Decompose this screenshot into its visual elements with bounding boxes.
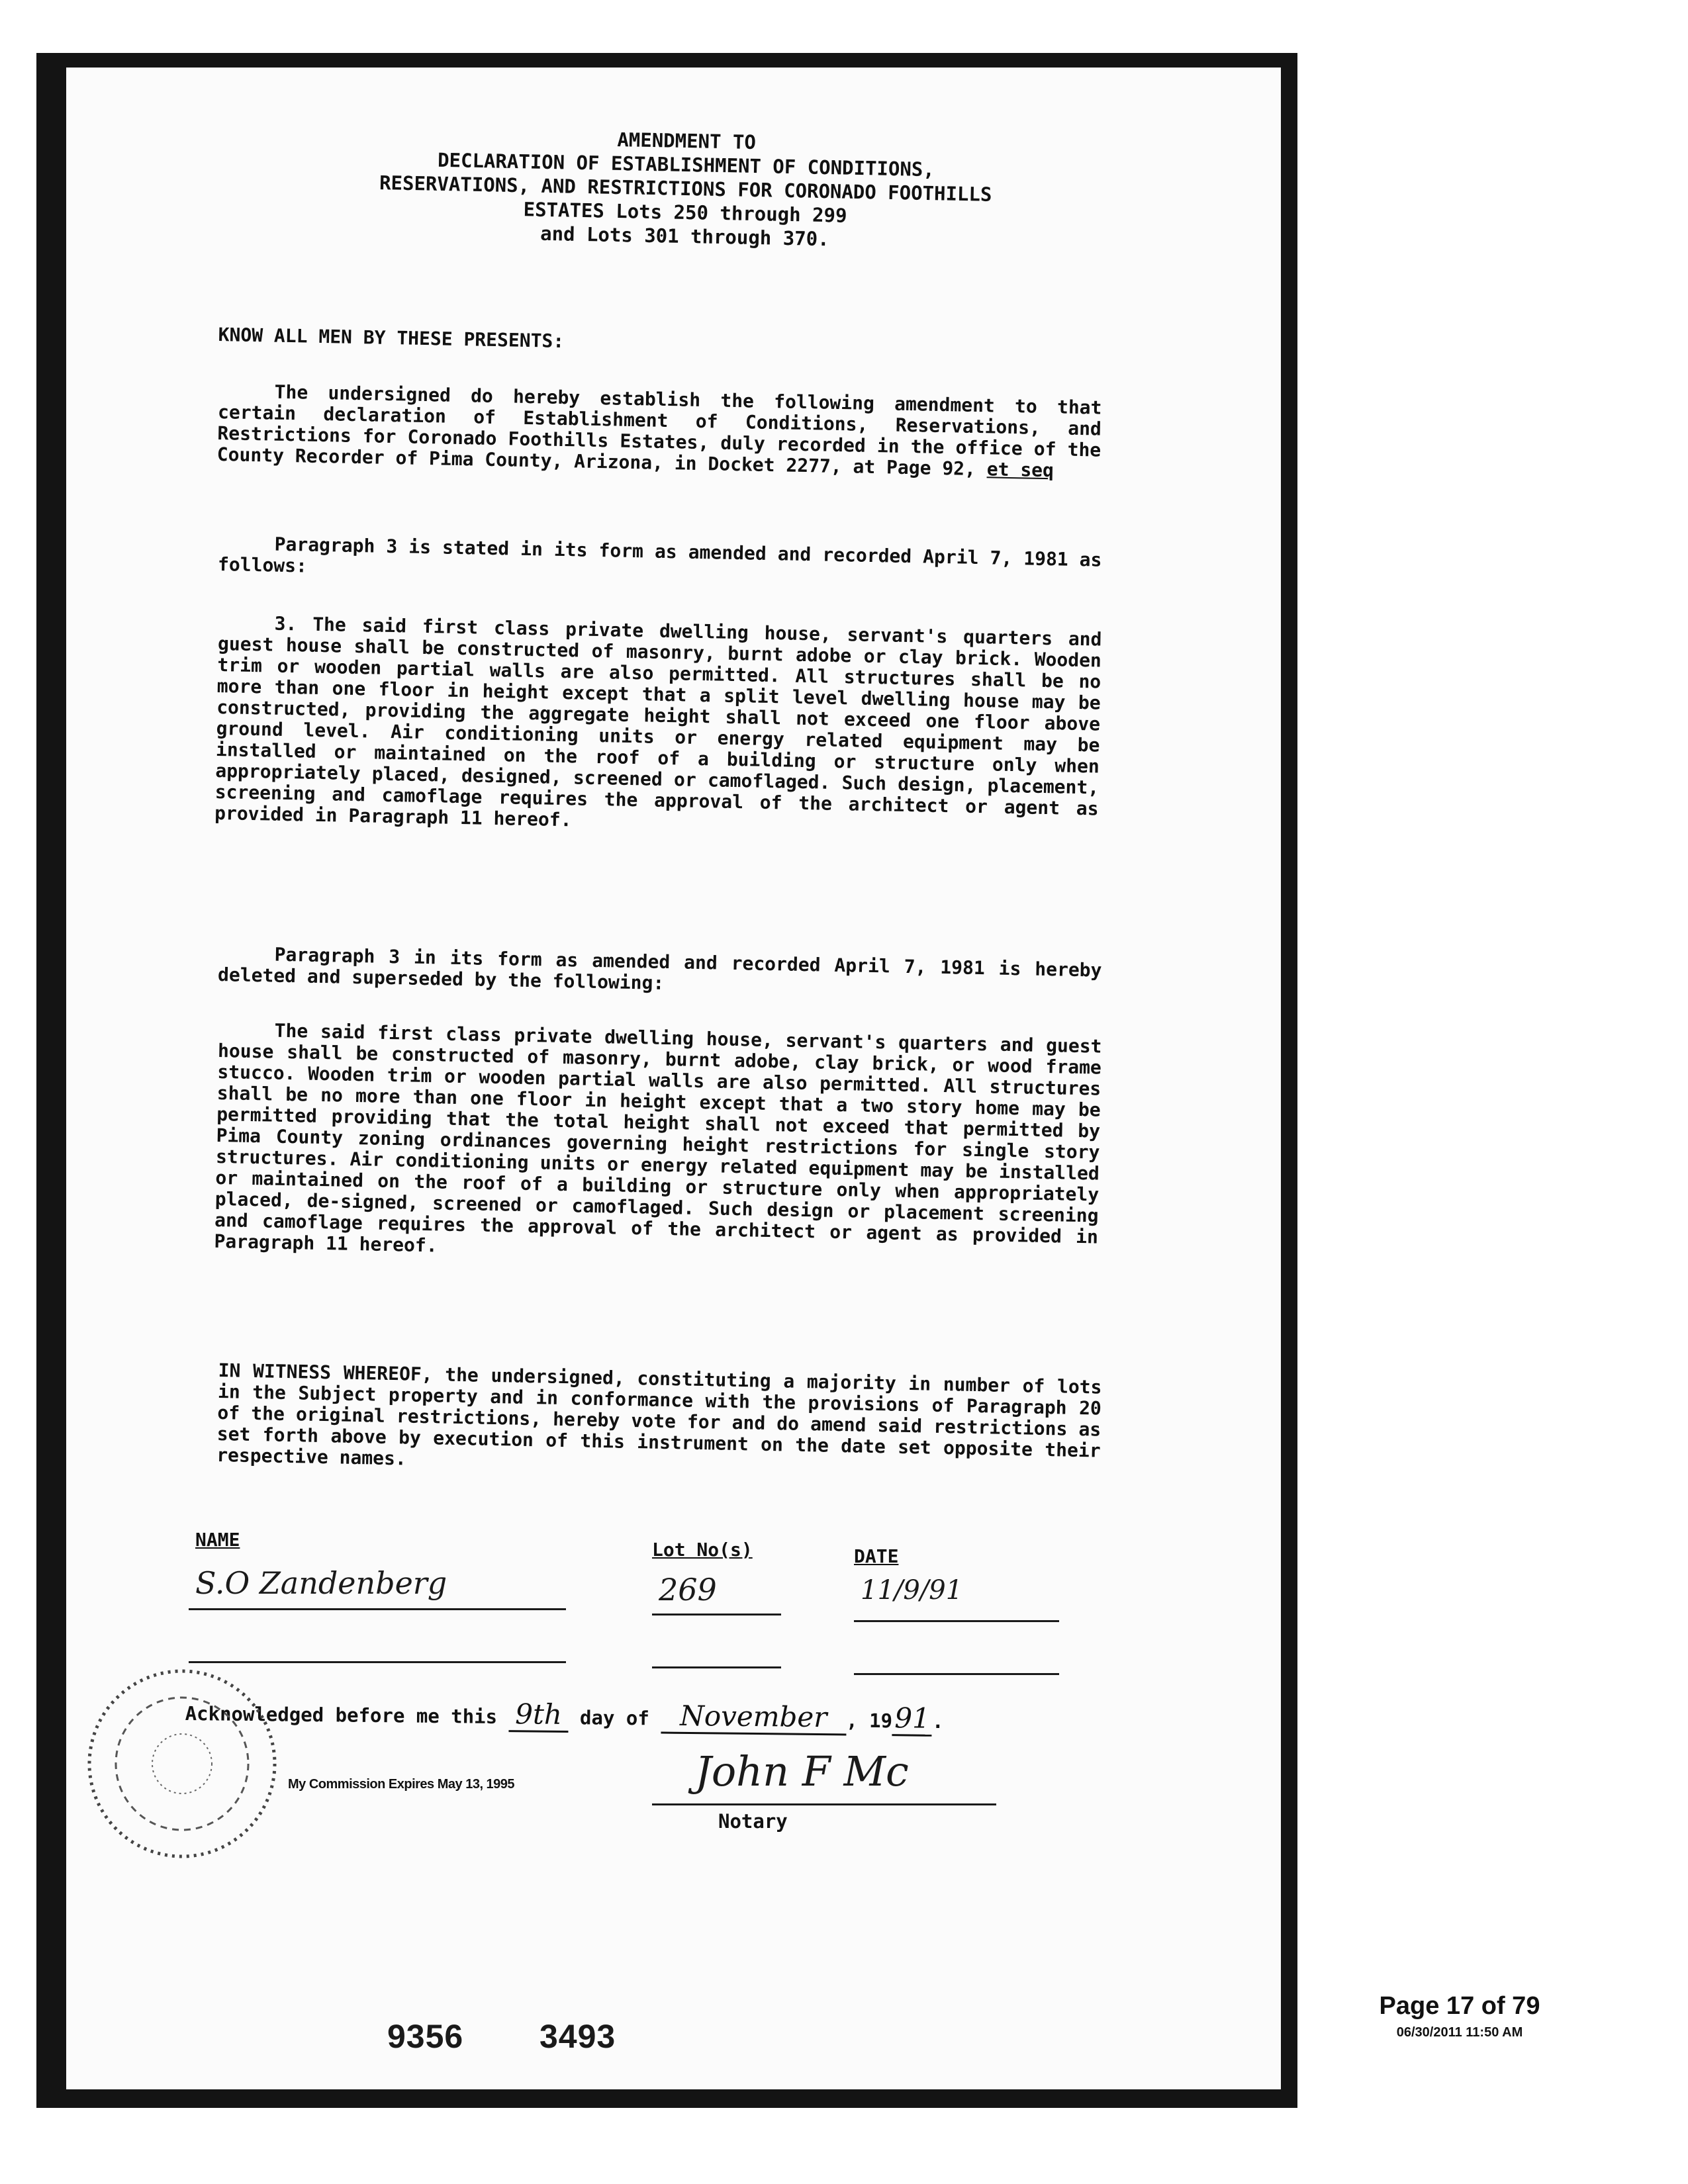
para3-intro: Paragraph 3 is stated in its form as amended and recorded April 7, 1981 as follows:: [217, 533, 1102, 577]
notary-line: [652, 1803, 996, 1805]
docket-page: 3493: [539, 2018, 616, 2055]
et-seq: et seq: [986, 458, 1055, 482]
date-line-2: [854, 1673, 1059, 1675]
witness-block: [216, 1360, 1102, 1483]
notary-signature: John F Mc: [695, 1747, 909, 1796]
date-line: [854, 1620, 1059, 1622]
name-line: [189, 1608, 566, 1610]
ack-year-prefix: , 19: [846, 1709, 893, 1733]
title-line: ESTATES Lots 250 through 299: [523, 198, 847, 227]
title-line: DECLARATION OF ESTABLISHMENT OF CONDITIONS,: [437, 148, 935, 181]
witness-paragraph: IN WITNESS WHEREOF, the undersigned, constituting a majority in number of lots in the Subject property and in conformance with the provisions of Paragraph 20 of the original restrictions, hereby vote for and do amend said restrictions as set forth above by execution of this instrument on the date set opposite their respective names.: [216, 1359, 1102, 1470]
title-line: RESERVATIONS, AND RESTRICTIONS FOR CORONADO FOOTHILLS: [379, 171, 992, 206]
commission-expiry: My Commission Expires May 13, 1995: [288, 1777, 515, 1792]
ack-suffix: .: [931, 1709, 944, 1733]
notary-label: Notary: [718, 1810, 788, 1833]
title-line: and Lots 301 through 370.: [539, 222, 829, 251]
title-line: AMENDMENT TO: [617, 128, 757, 154]
lots-line: [652, 1614, 781, 1615]
docket-number: 9356: [387, 2018, 464, 2055]
para3-delete: Paragraph 3 in its form as amended and recorded April 7, 1981 is hereby deleted and superseded by the following:: [217, 943, 1102, 994]
signer-name: S.O Zandenberg: [195, 1565, 447, 1601]
ack-mid: day of: [579, 1706, 649, 1730]
lots-line-2: [652, 1666, 781, 1668]
ack-month: November: [661, 1700, 847, 1736]
page-number: Page 17 of 79: [1379, 1992, 1540, 2020]
para3-new: The said first class private dwelling house, servant's quarters and guest house shall be constructed of masonry, burnt adobe, clay brick, or wood frame stucco. Wooden trim or wooden partial walls are also permitted. All structures shall be no more than one floor in height except that a two story home may be permitted providing that the total height shall not exceed that permitted by Pima County zoning ordinances governing height restrictions for single story structures. Air conditioning units or energy related equipment may be installed or maintained on the roof of a building or structure only when appropriately placed, de-signed, screened or camoflaged. Such design or placement screening and camoflage requires the approval of the architect or agent as provided in Paragraph 11 hereof.: [214, 1019, 1102, 1257]
ack-prefix: Acknowledged before me this: [185, 1702, 498, 1728]
ack-year: 91: [892, 1702, 933, 1737]
salutation: KNOW ALL MEN BY THESE PRESENTS:: [218, 324, 565, 353]
para3-old-block: [214, 612, 1102, 841]
para3-old: 3. The said first class private dwelling house, servant's quarters and guest house shall be constructed of masonry, burnt adobe or clay brick. Wooden trim or wooden partial walls are also permitted. All structures shall be no more than one floor in height except that a split level dwelling house may be constructed, providing the aggregate height shall not exceed one floor above ground level. Air conditioning units or energy related equipment may be installed or maintained on the roof of a building or structure only when appropriately placed, designed, screened or camoflaged. Such design, placement, screening and camoflage requires the approval of the architect or agent as provided in Paragraph 11 hereof.: [214, 612, 1102, 831]
ack-day: 9th: [508, 1698, 569, 1733]
signer-date: 11/9/91: [861, 1575, 963, 1606]
header-lots: Lot No(s): [652, 1539, 753, 1561]
intro-paragraph: [217, 381, 1102, 482]
notary-seal-icon: [73, 1655, 291, 1873]
para3-new-block: [214, 1019, 1102, 1269]
header-date: DATE: [854, 1545, 899, 1567]
header-name: NAME: [195, 1529, 240, 1551]
signer-lots: 269: [659, 1572, 717, 1608]
document-title: [197, 120, 1175, 257]
intro-block: [217, 381, 1102, 482]
page-timestamp: 06/30/2011 11:50 AM: [1396, 2025, 1523, 2040]
intro-text: The undersigned do hereby establish the following amendment to that certain declaration of Establishment of Conditions, Reservations, and Restrictions for Coronado Foothills Estates, duly recorded in the office of the County Recorder of Pima County, Arizona, in Docket 2277, at Page 92,: [216, 381, 1102, 480]
